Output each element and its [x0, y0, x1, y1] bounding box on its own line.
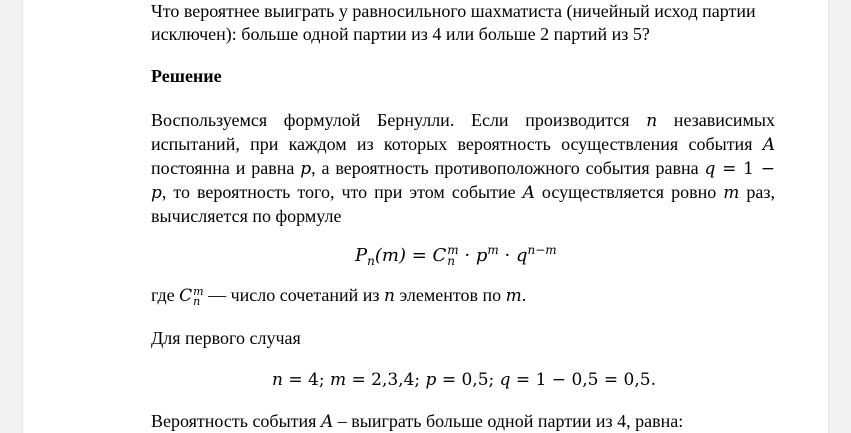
- math-var: A: [762, 135, 775, 155]
- math-var: p: [151, 183, 162, 203]
- math-text: = 4;: [282, 370, 330, 390]
- formula-superscript: m: [447, 243, 459, 257]
- text-run: независимых испытаний, при каждом из которых вероятность осуществления события: [151, 110, 775, 154]
- math-text: = 2,3,4;: [346, 370, 426, 390]
- text-run: постоянна и равна: [151, 158, 301, 178]
- formula-arg: (m): [374, 245, 406, 266]
- problem-line-1: Что вероятнее выиграть у равносильного шахматиста (ничейный исход партии: [151, 1, 756, 21]
- math-var: m: [505, 286, 522, 306]
- bernoulli-formula: [355, 239, 557, 273]
- text-run: – выиграть больше одной партии из 4, равна:: [333, 411, 684, 431]
- math-operator: = 1 −: [715, 159, 776, 179]
- right-margin-band: [828, 0, 851, 433]
- where-line: [151, 284, 526, 308]
- formula-dot: ·: [458, 245, 476, 266]
- math-var: q: [499, 370, 511, 390]
- text-run: Воспользуемся формулой Бернулли. Если производится: [151, 110, 647, 130]
- text-run: где: [151, 285, 180, 305]
- problem-line-2: исключен): больше одной партии из 4 или больше 2 партий из 5?: [151, 24, 650, 44]
- math-var: p: [300, 159, 312, 179]
- math-var: C: [179, 286, 193, 306]
- text-run: элементов по: [395, 285, 506, 305]
- text-run: Вероятность события: [151, 411, 321, 431]
- problem-statement: [151, 0, 775, 46]
- formula-c: C: [432, 245, 447, 266]
- left-margin-band: [0, 0, 23, 433]
- text-run: — число сочетаний из: [203, 285, 385, 305]
- math-var: n: [646, 111, 658, 131]
- math-var: m: [723, 183, 740, 203]
- first-case-label: Для первого случая: [151, 328, 301, 348]
- text-run: , то вероятность того, что при этом событие: [161, 182, 523, 202]
- math-var: p: [425, 370, 437, 390]
- math-superscript: m: [193, 284, 204, 298]
- text-run: раз, вычисляется по формуле: [151, 182, 775, 226]
- math-var: n: [384, 286, 395, 306]
- formula-subscript: n: [447, 254, 456, 268]
- formula-equals: =: [405, 245, 433, 266]
- probability-line: [151, 410, 683, 433]
- solution-heading: Решение: [151, 66, 222, 86]
- text-run: осуществляется ровно: [534, 182, 724, 202]
- math-var: q: [704, 159, 716, 179]
- math-text: = 1 − 0,5 = 0,5.: [510, 370, 656, 390]
- math-var: n: [272, 370, 283, 390]
- formula-dot: ·: [498, 245, 516, 266]
- bernoulli-paragraph: [151, 109, 775, 228]
- formula-qvar: q: [515, 245, 528, 266]
- math-var: A: [522, 183, 535, 203]
- formula-subscript: n: [367, 254, 375, 268]
- math-subscript: n: [193, 294, 201, 308]
- math-var: m: [329, 370, 347, 390]
- formula-p: P: [355, 245, 368, 266]
- math-var: A: [320, 412, 334, 432]
- document-content: [151, 0, 776, 432]
- math-text: = 0,5;: [436, 370, 500, 390]
- formula-pvar: p: [475, 245, 488, 266]
- formula-superscript: m: [487, 243, 499, 257]
- first-case-values: [272, 369, 656, 392]
- text-run: .: [521, 285, 527, 305]
- formula-superscript: n−m: [527, 243, 557, 257]
- text-run: , а вероятность противоположного события равна: [311, 158, 705, 178]
